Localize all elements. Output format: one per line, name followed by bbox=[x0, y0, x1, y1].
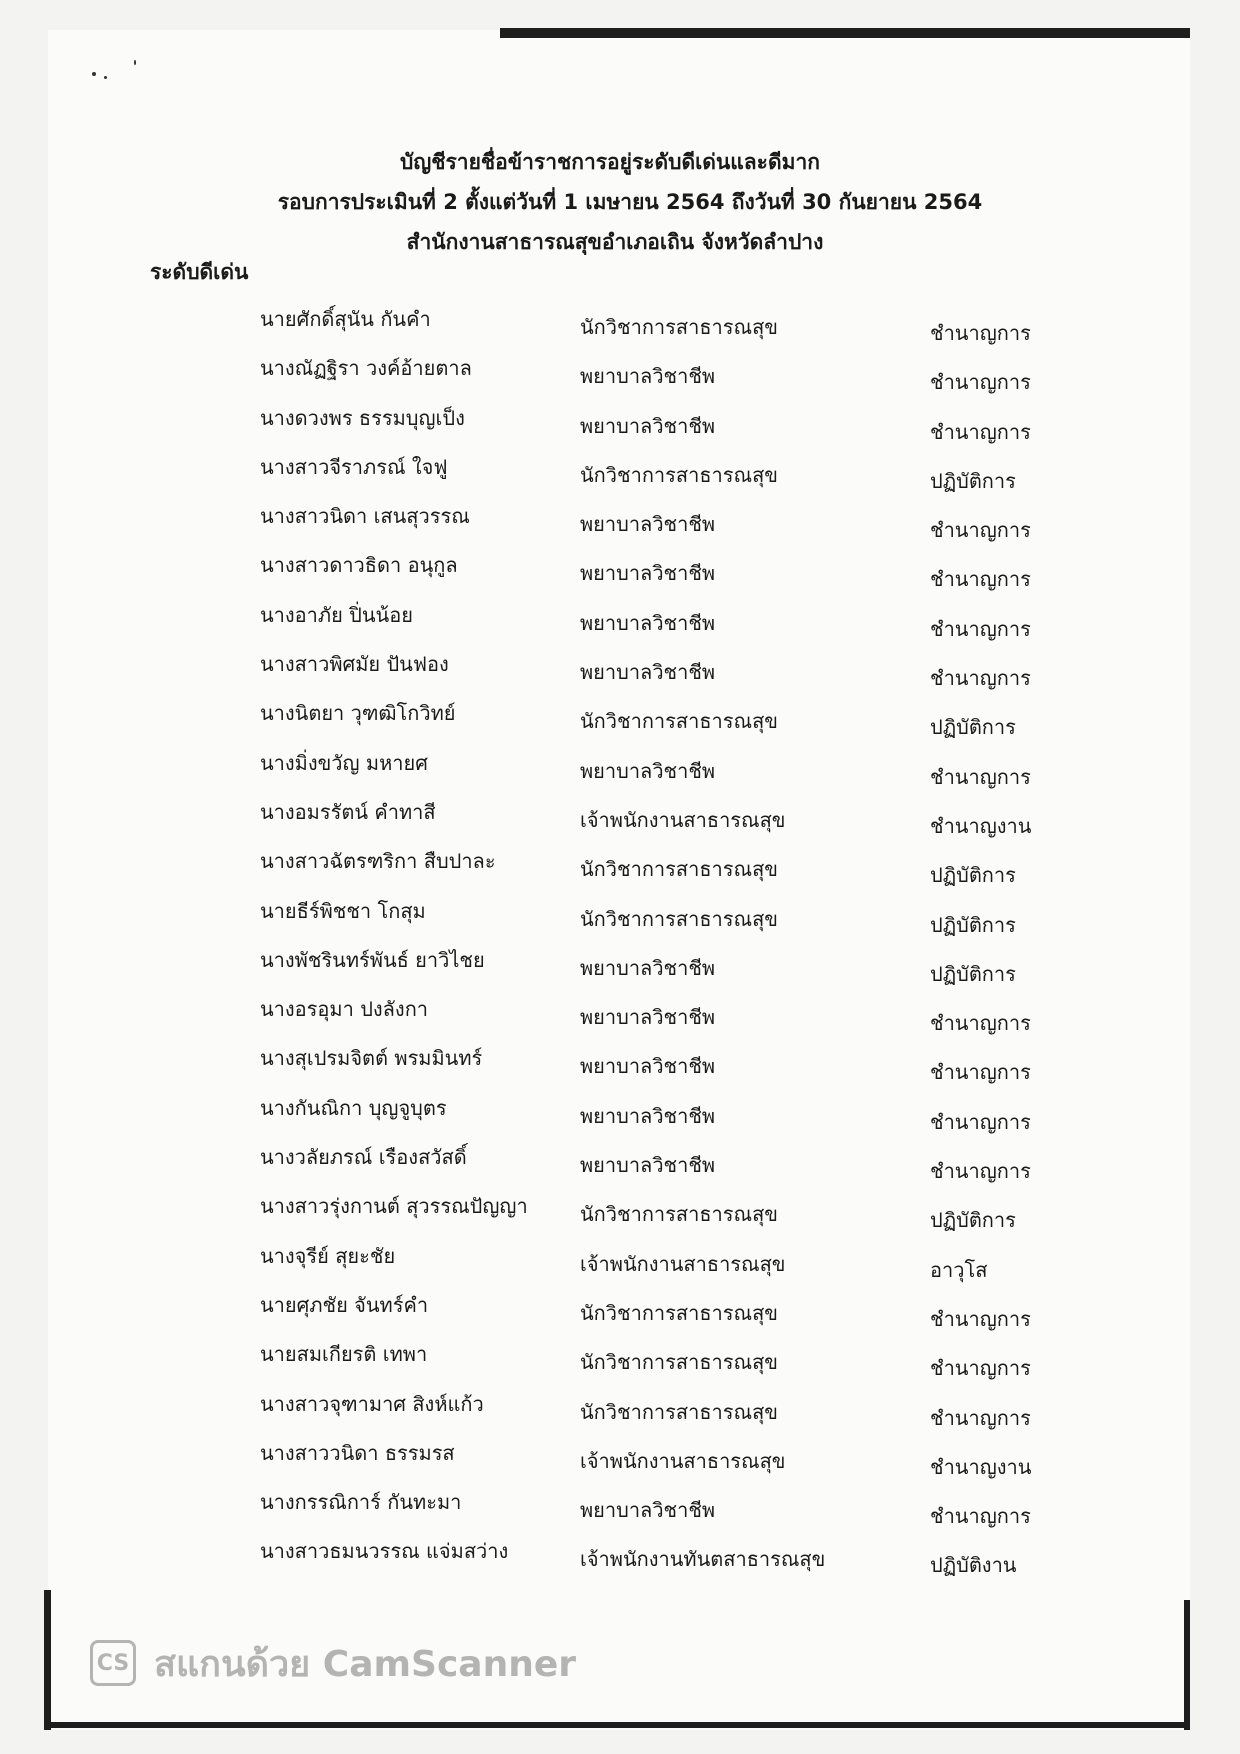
staff-name: นางสาวธมนวรรณ แจ่มสว่าง bbox=[260, 1539, 509, 1564]
scan-edge-bottom bbox=[44, 1722, 1190, 1728]
staff-level: ชำนาญงาน bbox=[930, 1454, 1032, 1479]
table-row bbox=[0, 1093, 1240, 1142]
staff-position: พยาบาลวิชาชีพ bbox=[580, 1153, 716, 1178]
staff-position: พยาบาลวิชาชีพ bbox=[580, 561, 716, 586]
table-row bbox=[0, 1536, 1240, 1585]
staff-level: ชำนาญการ bbox=[930, 567, 1031, 592]
staff-position: นักวิชาการสาธารณสุข bbox=[580, 906, 778, 931]
staff-name: นางกรรณิการ์ กันทะมา bbox=[260, 1490, 462, 1515]
staff-name: นางสาวนิดา เสนสุวรรณ bbox=[260, 504, 470, 529]
staff-level: ปฏิบัติงาน bbox=[930, 1553, 1017, 1578]
table-row bbox=[0, 550, 1240, 599]
staff-name: นางดวงพร ธรรมบุญเป็ง bbox=[260, 405, 465, 430]
staff-position: พยาบาลวิชาชีพ bbox=[580, 364, 716, 389]
table-row bbox=[0, 1389, 1240, 1438]
staff-level: ชำนาญการ bbox=[930, 1011, 1031, 1036]
staff-position: นักวิชาการสาธารณสุข bbox=[580, 315, 778, 339]
staff-level: ชำนาญการ bbox=[930, 1356, 1031, 1381]
staff-level: ชำนาญการ bbox=[930, 370, 1031, 395]
staff-level: ปฏิบัติการ bbox=[930, 468, 1016, 493]
table-row bbox=[0, 452, 1240, 501]
scan-edge-left bbox=[44, 1590, 51, 1730]
staff-level: ชำนาญการ bbox=[930, 666, 1031, 691]
scan-specks bbox=[90, 60, 150, 100]
section-label: ระดับดีเด่น bbox=[150, 260, 249, 284]
staff-name: นางอาภัย ปิ่นน้อย bbox=[260, 602, 413, 627]
scan-edge-right bbox=[1184, 1600, 1190, 1730]
assessment-period: รอบการประเมินที่ 2 ตั้งแต่วันที่ 1 เมษายน 2564 ถึงวันที่ 30 กันยายน 2564 bbox=[277, 190, 983, 214]
staff-level: ชำนาญการ bbox=[930, 419, 1031, 444]
staff-name: นางมิ่งขวัญ มหายศ bbox=[260, 750, 428, 775]
table-row bbox=[0, 304, 1240, 353]
staff-position: เจ้าพนักงานสาธารณสุข bbox=[580, 807, 786, 832]
staff-level: อาวุโส bbox=[930, 1257, 988, 1282]
camscanner-watermark bbox=[90, 1635, 576, 1691]
staff-list bbox=[0, 304, 1240, 1586]
staff-position: พยาบาลวิชาชีพ bbox=[580, 758, 716, 783]
table-row bbox=[0, 1142, 1240, 1191]
table-row bbox=[0, 403, 1240, 452]
staff-name: นายสมเกียรติ เทพา bbox=[260, 1342, 428, 1367]
staff-level: ชำนาญการ bbox=[930, 616, 1031, 641]
staff-position: นักวิชาการสาธารณสุข bbox=[580, 1202, 778, 1227]
table-row bbox=[0, 649, 1240, 698]
staff-name: นางอรอุมา ปงลังกา bbox=[260, 997, 429, 1022]
staff-level: ชำนาญการ bbox=[930, 1405, 1031, 1430]
table-row bbox=[0, 600, 1240, 649]
staff-position: นักวิชาการสาธารณสุข bbox=[580, 1350, 778, 1375]
staff-position: เจ้าพนักงานสาธารณสุข bbox=[580, 1251, 786, 1276]
staff-name: นางสุเปรมจิตต์ พรมมินทร์ bbox=[260, 1046, 483, 1071]
staff-position: เจ้าพนักงานทันตสาธารณสุข bbox=[580, 1547, 826, 1572]
staff-position: พยาบาลวิชาชีพ bbox=[580, 1498, 716, 1523]
staff-name: นางจุรีย์ สุยะชัย bbox=[260, 1243, 396, 1268]
table-row bbox=[0, 1487, 1240, 1536]
document-header bbox=[0, 142, 1240, 262]
table-row bbox=[0, 896, 1240, 945]
staff-name: นายศักดิ์สุนัน กันคำ bbox=[260, 307, 431, 331]
staff-name: นางสาวฉัตรฑริกา สืบปาละ bbox=[260, 849, 496, 874]
staff-level: ปฏิบัติการ bbox=[930, 961, 1016, 986]
table-row bbox=[0, 501, 1240, 550]
staff-name: นางณัฏฐิรา วงค์อ้ายตาล bbox=[260, 356, 472, 381]
staff-level: ชำนาญการ bbox=[930, 1060, 1031, 1085]
staff-level: ชำนาญการ bbox=[930, 321, 1031, 345]
staff-level: ปฏิบัติการ bbox=[930, 1208, 1016, 1233]
staff-name: นางพัชรินทร์พันธ์ ยาวิไชย bbox=[260, 947, 485, 972]
table-row bbox=[0, 797, 1240, 846]
staff-name: นางวลัยภรณ์ เรืองสวัสดิ์ bbox=[260, 1145, 467, 1170]
table-row bbox=[0, 994, 1240, 1043]
staff-level: ชำนาญการ bbox=[930, 1109, 1031, 1134]
watermark-text: สแกนด้วย CamScanner bbox=[154, 1643, 577, 1685]
table-row bbox=[0, 1191, 1240, 1240]
staff-position: พยาบาลวิชาชีพ bbox=[580, 1103, 716, 1128]
staff-position: พยาบาลวิชาชีพ bbox=[580, 955, 716, 980]
table-row bbox=[0, 945, 1240, 994]
staff-position: พยาบาลวิชาชีพ bbox=[580, 512, 716, 537]
staff-position: นักวิชาการสาธารณสุข bbox=[580, 857, 778, 882]
staff-name: นางสาวจีราภรณ์ ใจฟู bbox=[260, 454, 448, 479]
staff-name: นางสาวรุ่งกานต์ สุวรรณปัญญา bbox=[260, 1194, 528, 1219]
staff-position: เจ้าพนักงานสาธารณสุข bbox=[580, 1448, 786, 1473]
table-row bbox=[0, 353, 1240, 402]
staff-name: นางสาวจุฑามาศ สิงห์แก้ว bbox=[260, 1391, 484, 1416]
staff-level: ปฏิบัติการ bbox=[930, 912, 1016, 937]
staff-level: ชำนาญการ bbox=[930, 1504, 1031, 1529]
staff-level: ชำนาญการ bbox=[930, 1306, 1031, 1331]
staff-level: ชำนาญการ bbox=[930, 518, 1031, 543]
staff-position: พยาบาลวิชาชีพ bbox=[580, 413, 716, 438]
table-row bbox=[0, 1290, 1240, 1339]
staff-name: นางสาวดาวธิดา อนุกูล bbox=[260, 553, 458, 578]
office-name: สำนักงานสาธารณสุขอำเภอเถิน จังหวัดลำปาง bbox=[406, 230, 824, 254]
table-row bbox=[0, 698, 1240, 747]
staff-level: ชำนาญงาน bbox=[930, 813, 1032, 838]
table-row bbox=[0, 748, 1240, 797]
table-row bbox=[0, 1438, 1240, 1487]
table-row bbox=[0, 846, 1240, 895]
scan-edge-top bbox=[500, 28, 1190, 38]
staff-name: นางสาววนิดา ธรรมรส bbox=[260, 1440, 455, 1465]
staff-position: พยาบาลวิชาชีพ bbox=[580, 1005, 716, 1030]
staff-name: นางสาวพิศมัย ปันฟอง bbox=[260, 652, 449, 677]
document-title: บัญชีรายชื่อข้าราชการอยู่ระดับดีเด่นและดีมาก bbox=[400, 150, 820, 174]
camscanner-logo-icon: CS bbox=[90, 1640, 136, 1686]
staff-name: นางกันณิกา บุญจูบุตร bbox=[260, 1095, 447, 1120]
staff-position: นักวิชาการสาธารณสุข bbox=[580, 462, 778, 487]
staff-level: ชำนาญการ bbox=[930, 764, 1031, 789]
staff-position: พยาบาลวิชาชีพ bbox=[580, 1054, 716, 1079]
staff-name: นางอมรรัตน์ คำทาสี bbox=[260, 799, 436, 824]
staff-name: นายธีร์พิชชา โกสุม bbox=[260, 898, 426, 923]
staff-position: พยาบาลวิชาชีพ bbox=[580, 610, 716, 635]
table-row bbox=[0, 1241, 1240, 1290]
staff-position: นักวิชาการสาธารณสุข bbox=[580, 709, 778, 734]
staff-name: นางนิตยา วุฑฒิโกวิทย์ bbox=[260, 701, 456, 726]
table-row bbox=[0, 1339, 1240, 1388]
staff-level: ปฏิบัติการ bbox=[930, 863, 1016, 888]
staff-position: นักวิชาการสาธารณสุข bbox=[580, 1300, 778, 1325]
staff-position: นักวิชาการสาธารณสุข bbox=[580, 1399, 778, 1424]
staff-position: พยาบาลวิชาชีพ bbox=[580, 660, 716, 685]
table-row bbox=[0, 1043, 1240, 1092]
staff-level: ปฏิบัติการ bbox=[930, 715, 1016, 740]
staff-name: นายศุภชัย จันทร์คำ bbox=[260, 1292, 429, 1317]
staff-level: ชำนาญการ bbox=[930, 1159, 1031, 1184]
